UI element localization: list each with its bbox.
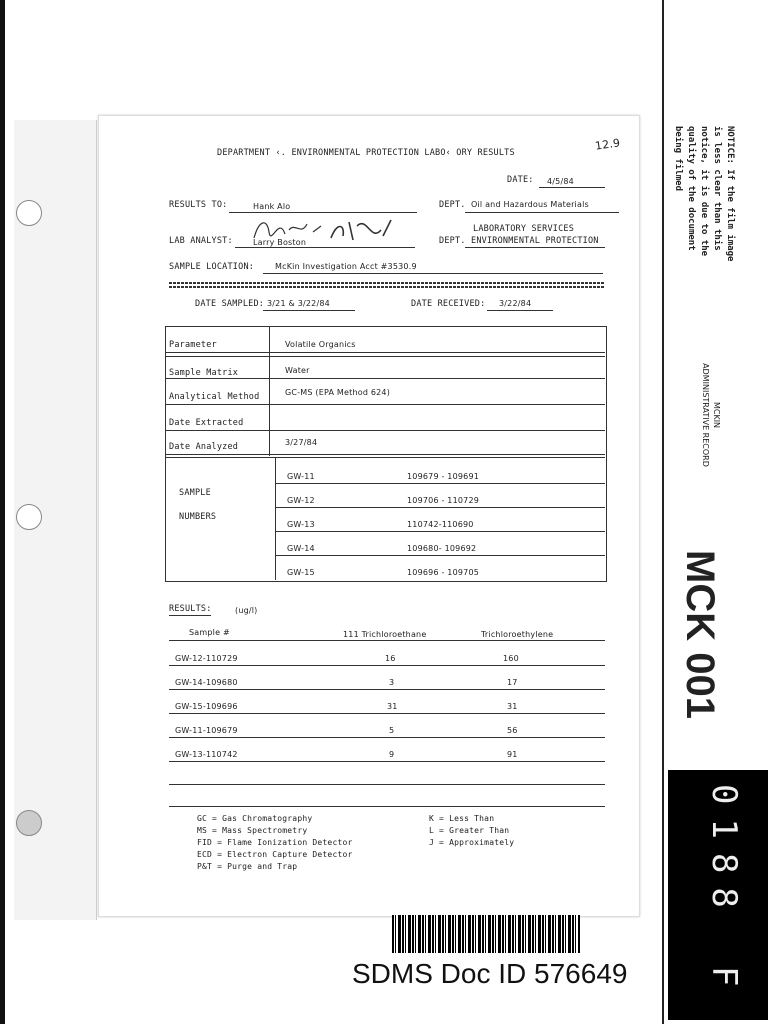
punch-hole-icon <box>16 810 42 836</box>
result-tca: 3 <box>389 678 395 687</box>
param-label: Date Analyzed <box>169 442 239 452</box>
results-label: RESULTS: <box>169 604 212 614</box>
mck-code: MCK 001 <box>678 550 722 719</box>
result-tca: 5 <box>389 726 395 735</box>
result-tce: 56 <box>507 726 518 735</box>
param-label: Sample Matrix <box>169 368 239 378</box>
col-sample: Sample # <box>189 628 230 637</box>
film-notice: NOTICE: If the film image is less clear than this notice, it is due to the quality of the document being filmed <box>673 126 735 262</box>
frame-number: 0188 <box>704 784 744 922</box>
col-tca: 111 Trichloroethane <box>343 630 427 639</box>
sample-well: GW-13 <box>287 520 315 529</box>
admin-record-label: MCKIN ADMINISTRATIVE RECORD <box>701 363 721 467</box>
sample-range: 109679 - 109691 <box>407 472 480 481</box>
result-tca: 31 <box>387 702 398 711</box>
param-value: Water <box>285 366 310 375</box>
param-value: Volatile Organics <box>285 340 356 349</box>
col-tce: Trichloroethylene <box>481 630 554 639</box>
lab-analyst-label: LAB ANALYST: <box>169 236 233 246</box>
sample-location-label: SAMPLE LOCATION: <box>169 262 255 272</box>
legend-item: P&T = Purge and Trap <box>197 862 298 871</box>
sample-range: 109706 - 110729 <box>407 496 480 505</box>
result-tce: 31 <box>507 702 518 711</box>
dept-label-2: DEPT. <box>439 236 466 246</box>
results-to-label: RESULTS TO: <box>169 200 228 210</box>
results-to-value: Hank Alo <box>253 202 291 211</box>
sample-well: GW-12 <box>287 496 315 505</box>
results-unit: (ug/l) <box>235 606 258 615</box>
sample-numbers-label: SAMPLE <box>179 488 211 498</box>
sample-range: 109680- 109692 <box>407 544 477 553</box>
date-received-value: 3/22/84 <box>499 299 532 308</box>
form-header: DEPARTMENT ‹. ENVIRONMENTAL PROTECTION LABO‹ ORY RESULTS <box>217 148 515 158</box>
legend-item: FID = Flame Ionization Detector <box>197 838 353 847</box>
sample-well: GW-11 <box>287 472 315 481</box>
punch-hole-icon <box>16 200 42 226</box>
result-sample: GW-11-109679 <box>175 726 238 735</box>
result-tca: 9 <box>389 750 395 759</box>
result-sample: GW-13-110742 <box>175 750 238 759</box>
legend-item: K = Less Than <box>429 814 495 823</box>
sample-well: GW-15 <box>287 568 315 577</box>
result-sample: GW-12-110729 <box>175 654 238 663</box>
lab-results-form <box>98 115 640 917</box>
result-sample: GW-14-109680 <box>175 678 238 687</box>
result-tca: 16 <box>385 654 396 663</box>
page-mark: 12.9 <box>594 136 622 153</box>
legend-item: ECD = Electron Capture Detector <box>197 850 353 859</box>
legend-item: GC = Gas Chromatography <box>197 814 313 823</box>
result-tce: 160 <box>503 654 519 663</box>
date-label: DATE: <box>507 175 534 185</box>
date-sampled-value: 3/21 & 3/22/84 <box>267 299 330 308</box>
sample-range: 109696 - 109705 <box>407 568 480 577</box>
dept-label: DEPT. <box>439 200 466 210</box>
param-value: 3/27/84 <box>285 438 318 447</box>
legend-item: MS = Mass Spectrometry <box>197 826 308 835</box>
frame-letter: F <box>704 966 744 987</box>
sdms-doc-id: SDMS Doc ID 576649 <box>352 958 628 989</box>
barcode-icon <box>392 915 580 953</box>
film-frame-code <box>668 770 768 1020</box>
sample-numbers-label: NUMBERS <box>179 512 217 522</box>
legend-item: J = Approximately <box>429 838 515 847</box>
result-tce: 91 <box>507 750 518 759</box>
sample-well: GW-14 <box>287 544 315 553</box>
result-sample: GW-15-109696 <box>175 702 238 711</box>
punch-hole-icon <box>16 504 42 530</box>
sample-range: 110742-110690 <box>407 520 474 529</box>
lab-analyst-value: Larry Boston <box>253 238 307 247</box>
date-sampled-label: DATE SAMPLED: <box>195 299 265 309</box>
dept-env-value: ENVIRONMENTAL PROTECTION <box>471 236 599 246</box>
param-label: Analytical Method <box>169 392 260 402</box>
lab-services: LABORATORY SERVICES <box>473 224 575 234</box>
date-received-label: DATE RECEIVED: <box>411 299 486 309</box>
scan-edge <box>0 0 5 1024</box>
sample-location-value: McKin Investigation Acct #3530.9 <box>275 262 417 271</box>
result-tce: 17 <box>507 678 518 687</box>
date-value: 4/5/84 <box>547 177 574 186</box>
param-label: Date Extracted <box>169 418 244 428</box>
param-value: GC-MS (EPA Method 624) <box>285 388 391 397</box>
folder-margin <box>14 120 97 920</box>
dept-oil-value: Oil and Hazardous Materials <box>471 200 589 209</box>
param-label: Parameter <box>169 340 217 350</box>
legend-item: L = Greater Than <box>429 826 510 835</box>
